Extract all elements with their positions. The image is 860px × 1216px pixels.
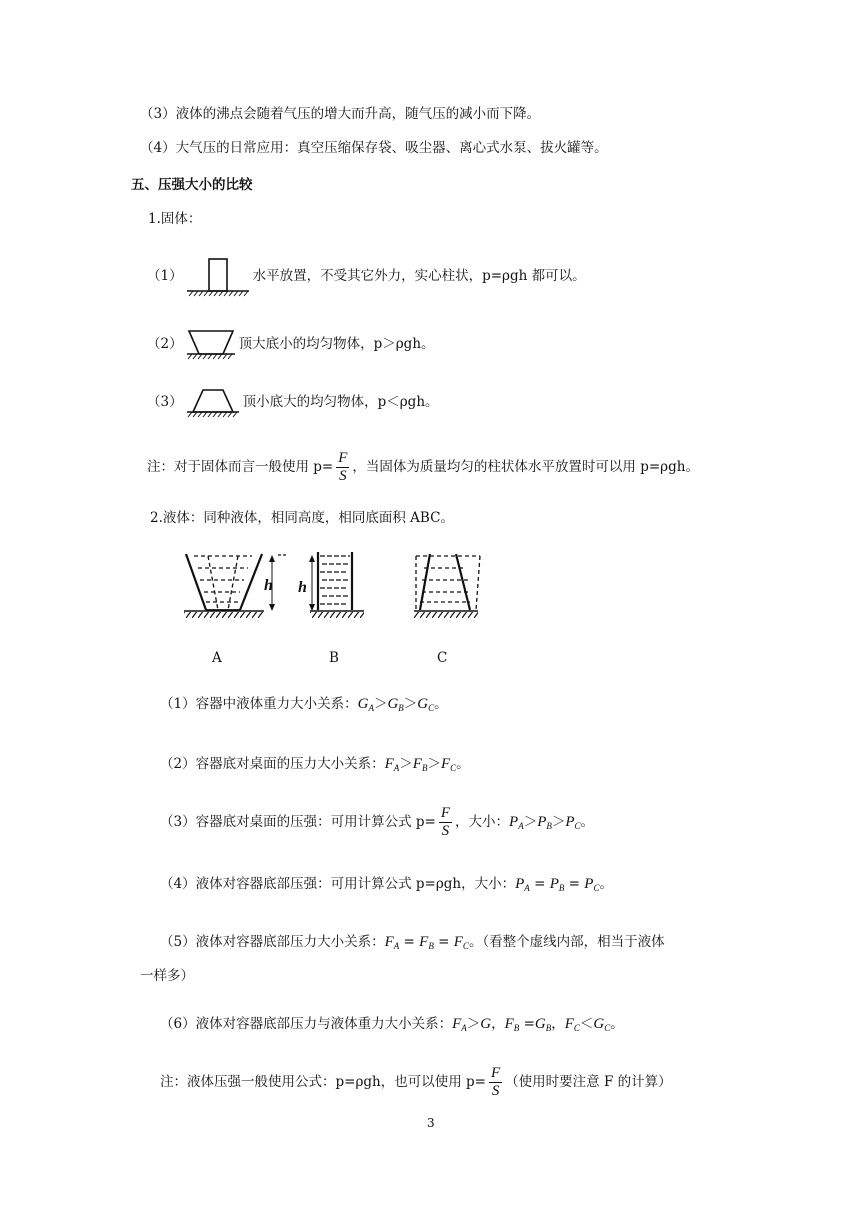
- inverted-trapezoid-icon: [185, 328, 237, 362]
- container-c: [414, 554, 480, 618]
- liquid-item-5: （5）液体对容器底部压力大小关系：$F_A = F_B = F_C$。（看整个虚线内部，相当于液体: [160, 934, 665, 951]
- liquid-item-2: （2）容器底对桌面的压力大小关系：$F_A>F_B>F_C$。: [160, 756, 470, 773]
- liquid-item-1: （1）容器中液体重力大小关系：$G_A>G_B>G_C$。: [160, 696, 448, 713]
- boiling-point-item: （3）液体的沸点会随着气压的增大而升高，随气压的减小而下降。: [140, 106, 541, 122]
- fraction-f-over-s: $\frac{F}{S}$: [338, 450, 348, 484]
- liquid-note: 注：液体压强一般使用公式：p=ρgh，也可以使用 p= $\frac{F}{S}$ （使用时要注意 F 的计算）: [160, 1065, 672, 1099]
- liquid-item-6: （6）液体对容器底部压力与液体重力大小关系：$F_A>G$，$F_B =G_B$，$F_C<G_C$。: [160, 1016, 624, 1033]
- liquid-item-5-continuation: 一样多）: [140, 968, 194, 984]
- solid-title: 1.固体：: [148, 211, 202, 227]
- fraction-f-over-s: $\frac{F}{S}$: [490, 1065, 501, 1099]
- solid-item-3: （3） 顶小底大的均匀物体，p＜ρgh。: [147, 384, 439, 420]
- container-b: [298, 552, 364, 618]
- solid-item-2: （2） 顶大底小的均匀物体，p＞ρgh。: [147, 326, 435, 362]
- container-diagrams: [180, 546, 500, 630]
- page-number: 3: [427, 1116, 435, 1130]
- upright-column-icon: [185, 256, 251, 298]
- figure-label-a: A: [212, 650, 222, 666]
- liquid-item-3: （3）容器底对桌面的压强：可用计算公式 p= $\frac{F}{S}$ ，大小：$P_A>P_B>P_C$。: [160, 805, 595, 839]
- fraction-f-over-s: $\frac{F}{S}$: [440, 805, 451, 839]
- figure-label-b: B: [329, 650, 339, 666]
- container-a: [184, 554, 286, 618]
- figure-label-c: C: [437, 650, 448, 666]
- liquid-title: 2.液体：同种液体，相同高度，相同底面积 ABC。: [150, 510, 454, 526]
- solid-note: 注：对于固体而言一般使用 p= $\frac{F}{S}$ ，当固体为质量均匀的柱状体水平放置时可以用 p=ρgh。: [147, 450, 699, 484]
- solid-item-1: （1） 水平放置，不受其它外力，实心柱状，p=ρgh 都可以。: [147, 254, 586, 298]
- liquid-item-4: （4）液体对容器底部压强：可用计算公式 p=ρgh，大小：$P_A = P_B = P_C$。: [160, 876, 613, 893]
- height-label-a: h: [264, 577, 273, 594]
- section-heading: 五、压强大小的比较: [131, 177, 253, 193]
- height-label-b: h: [298, 579, 307, 596]
- air-pressure-applications-item: （4）大气压的日常应用：真空压缩保存袋、吸尘器、离心式水泵、拔火罐等。: [140, 140, 608, 156]
- upright-trapezoid-icon: [185, 386, 241, 420]
